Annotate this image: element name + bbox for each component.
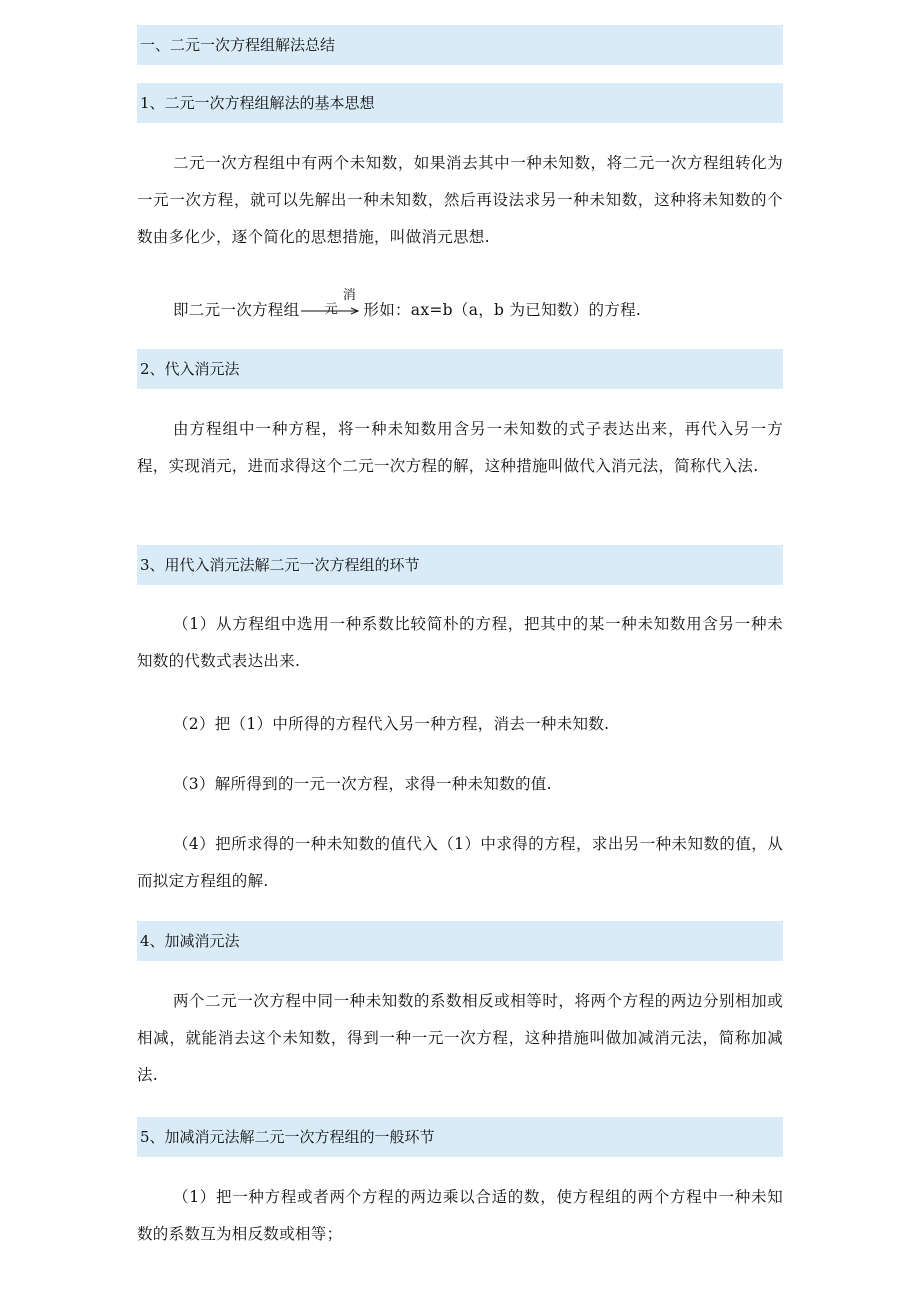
paragraph-elimination-idea: 二元一次方程组中有两个未知数，如果消去其中一种未知数，将二元一次方程组转化为一元一次方程，就可以先解出一种未知数，然后再设法求另一种未知数，这种将未知数的个数由多化少，逐个简化的思想措施，叫做消元思想. <box>137 154 783 246</box>
step-substitution-4: （4）把所求得的一种未知数的值代入（1）中求得的方程，求出另一种未知数的值，从而拟定方程组的解. <box>137 835 783 890</box>
section-heading-5: 5、加减消元法解二元一次方程组的一般环节 <box>137 1117 783 1157</box>
elimination-arrow <box>301 288 361 321</box>
step-substitution-3: （3）解所得到的一元一次方程，求得一种未知数的值. <box>173 775 552 793</box>
section-heading-3: 3、用代入消元法解二元一次方程组的环节 <box>137 545 783 585</box>
section-heading-1: 1、二元一次方程组解法的基本思想 <box>137 83 783 123</box>
arrow-text-before: 即二元一次方程组 <box>173 301 300 319</box>
paragraph-add-subtract: 两个二元一次方程中同一种未知数的系数相反或相等时，将两个方程的两边分别相加或相减，就能消去这个未知数，得到一种一元一次方程，这种措施叫做加减消元法，简称加减法. <box>137 992 783 1084</box>
arrow-text-after: 形如：ax=b（a，b 为已知数）的方程. <box>363 301 642 319</box>
section-heading-main: 一、二元一次方程组解法总结 <box>137 25 783 65</box>
paragraph-elimination-arrow <box>137 288 783 329</box>
paragraph-substitution: 由方程组中一种方程，将一种未知数用含另一未知数的式子表达出来，再代入另一方程，实现消元，进而求得这个二元一次方程的解，这种措施叫做代入消元法，简称代入法. <box>137 420 783 475</box>
step-substitution-2: （2）把（1）中所得的方程代入另一种方程，消去一种未知数. <box>173 715 610 733</box>
section-heading-4: 4、加减消元法 <box>137 921 783 961</box>
arrow-label: 消元 <box>324 288 357 317</box>
step-add-subtract-1: （1）把一种方程或者两个方程的两边乘以合适的数，使方程组的两个方程中一种未知数的系数互为相反数或相等； <box>137 1188 783 1243</box>
section-heading-2: 2、代入消元法 <box>137 349 783 389</box>
right-arrow-icon <box>301 307 361 315</box>
step-substitution-1: （1）从方程组中选用一种系数比较简朴的方程，把其中的某一种未知数用含另一种未知数的代数式表达出来. <box>137 615 783 670</box>
